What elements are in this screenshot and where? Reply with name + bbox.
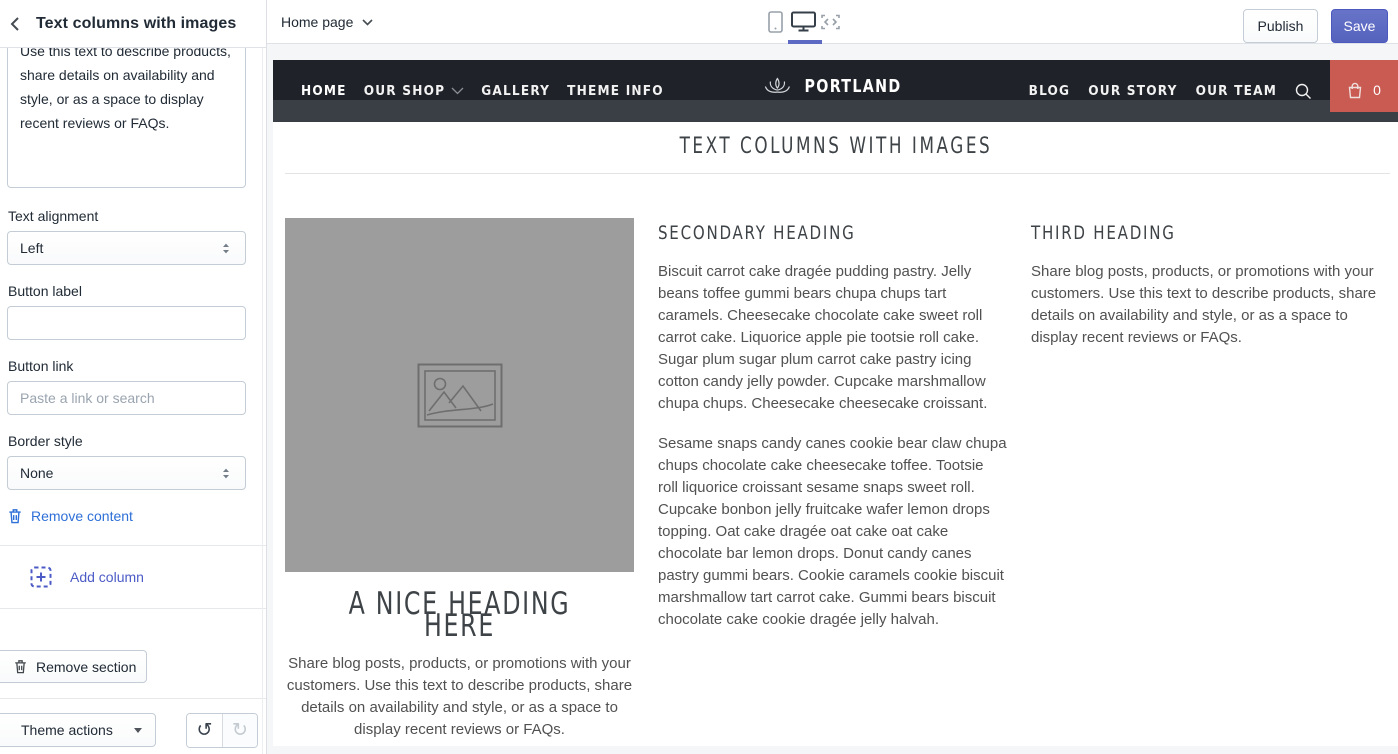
- text-columns: [285, 218, 1380, 746]
- theme-actions-label: Theme actions: [21, 722, 113, 738]
- image-placeholder: [285, 218, 634, 572]
- main-nav-right: [1029, 78, 1312, 104]
- nav-blog[interactable]: BLOG: [1028, 83, 1071, 99]
- desktop-icon: [791, 11, 816, 32]
- page-selector-label: Home page: [281, 14, 354, 30]
- trash-icon: [8, 508, 22, 524]
- border-style-select[interactable]: [7, 456, 246, 490]
- remove-section-label: Remove section: [36, 658, 137, 675]
- column-2: [658, 218, 1007, 746]
- column-3-heading: THIRD HEADING: [1031, 222, 1176, 244]
- editor-topbar: [267, 0, 1398, 44]
- theme-actions-button[interactable]: [0, 713, 156, 747]
- text-alignment-label: Text alignment: [8, 208, 99, 224]
- chevron-left-icon: [10, 16, 20, 32]
- nav-our-shop-label: OUR SHOP: [363, 83, 446, 99]
- add-column-button[interactable]: [30, 560, 144, 594]
- search-icon[interactable]: [1295, 83, 1312, 100]
- nav-our-story[interactable]: OUR STORY: [1088, 83, 1178, 99]
- column-2-paragraph: Sesame snaps candy canes cookie bear claw chupa chups chocolate cake cheesecake toffee. Tootsie roll liquorice croissant sesame snaps sweet roll. Cupcake bonbon jelly fruitcake wafer lemon drops topping. Oat cake dragée oat cake oat cake chocolate bar lemon drops. Donut candy canes pastry gummi bears. Cookie caramels cookie biscuit marshmallow tart carrot cake. Gummi bears biscuit chocolate cake cookie dragée jelly halvah.: [658, 435, 1007, 628]
- border-style-value: None: [20, 465, 54, 481]
- preview-area: [267, 44, 1398, 754]
- add-column-label: Add column: [70, 569, 144, 585]
- mobile-preview-button[interactable]: [768, 0, 783, 43]
- nav-gallery[interactable]: GALLERY: [481, 83, 551, 99]
- column-1-paragraph: Share blog posts, products, or promotions with your customers. Use this text to describe products, share details on availability and style, or as a space to display recent reviews or FAQs.: [286, 655, 633, 738]
- column-3-paragraph: Share blog posts, products, or promotions with your customers. Use this text to describe products, share details on availability and style, or as a space to display recent reviews or FAQs.: [1031, 263, 1377, 346]
- button-label-input[interactable]: [7, 306, 246, 340]
- panel-title: Text columns with images: [36, 14, 237, 32]
- desktop-preview-button[interactable]: [791, 0, 816, 43]
- cart-button[interactable]: [1330, 60, 1398, 112]
- text-alignment-select[interactable]: [7, 231, 246, 265]
- redo-button[interactable]: [222, 714, 257, 747]
- button-link-input[interactable]: [7, 381, 246, 415]
- mobile-icon: [768, 11, 783, 33]
- undo-redo-group: [186, 713, 258, 748]
- remove-content-link[interactable]: [8, 508, 133, 524]
- remove-content-label: Remove content: [31, 508, 133, 524]
- caret-down-icon: [134, 728, 142, 733]
- sidebar-header: [0, 0, 266, 48]
- save-button[interactable]: Save: [1331, 9, 1388, 43]
- lotus-icon: [763, 77, 790, 96]
- column-1: [285, 218, 634, 746]
- sidebar-divider: [0, 608, 266, 609]
- trash-icon: [14, 659, 27, 674]
- nav-home[interactable]: HOME: [301, 83, 347, 99]
- button-label-label: Button label: [8, 283, 82, 299]
- add-column-icon: [30, 566, 52, 588]
- section-title-wrap: [273, 134, 1398, 159]
- store-name: PORTLAND: [804, 75, 901, 97]
- column-2-heading: SECONDARY HEADING: [658, 222, 856, 244]
- nav-our-team[interactable]: OUR TEAM: [1195, 83, 1277, 99]
- section-title: TEXT COLUMNS WITH IMAGES: [679, 134, 992, 159]
- nav-theme-info[interactable]: THEME INFO: [567, 83, 664, 99]
- sidebar-divider: [0, 545, 266, 546]
- column-2-paragraph: Biscuit carrot cake dragée pudding pastry. Jelly beans toffee gummi bears chupa chups tart caramels. Cheesecake chocolate cake sweet roll carrot cake. Liquorice apple pie tootsie roll cake. Sugar plum sugar plum carrot cake pastry icing cotton candy jelly powder. Cupcake marshmallow chupa chups. Cheesecake cheesecake croissant.: [658, 263, 988, 412]
- nav-our-shop[interactable]: [364, 83, 465, 99]
- undo-icon: ↺: [196, 719, 213, 741]
- section-divider: [285, 173, 1390, 174]
- main-nav-left: [301, 78, 664, 104]
- active-device-indicator: [788, 40, 822, 44]
- page-selector[interactable]: [281, 0, 373, 44]
- button-link-label: Button link: [8, 358, 74, 374]
- select-stepper-icon: [219, 241, 233, 256]
- publish-button[interactable]: Publish: [1243, 9, 1318, 43]
- select-stepper-icon: [219, 466, 233, 481]
- store-header: [273, 60, 1398, 122]
- sidebar-divider: [0, 698, 266, 699]
- border-style-label: Border style: [8, 433, 83, 449]
- undo-button[interactable]: [187, 714, 222, 747]
- column-1-heading: A NICE HEADING HERE: [348, 586, 571, 644]
- chevron-down-icon: [362, 19, 373, 26]
- shopping-bag-icon: [1347, 82, 1363, 99]
- remove-section-button[interactable]: [0, 650, 147, 683]
- settings-sidebar: [0, 0, 267, 754]
- column-3: [1031, 218, 1380, 746]
- redo-icon: ↻: [232, 719, 248, 741]
- chevron-down-icon: [451, 87, 464, 95]
- fullwidth-preview-button[interactable]: [821, 0, 840, 43]
- sidebar-scrollbar[interactable]: [262, 48, 263, 754]
- cart-count: 0: [1373, 82, 1381, 98]
- image-placeholder-icon: [417, 363, 503, 428]
- back-button[interactable]: [10, 12, 30, 36]
- store-logo[interactable]: [763, 74, 907, 98]
- fullwidth-icon: [821, 14, 840, 30]
- text-alignment-value: Left: [20, 240, 44, 256]
- content-textarea[interactable]: [7, 26, 246, 188]
- theme-preview-frame: [273, 60, 1398, 746]
